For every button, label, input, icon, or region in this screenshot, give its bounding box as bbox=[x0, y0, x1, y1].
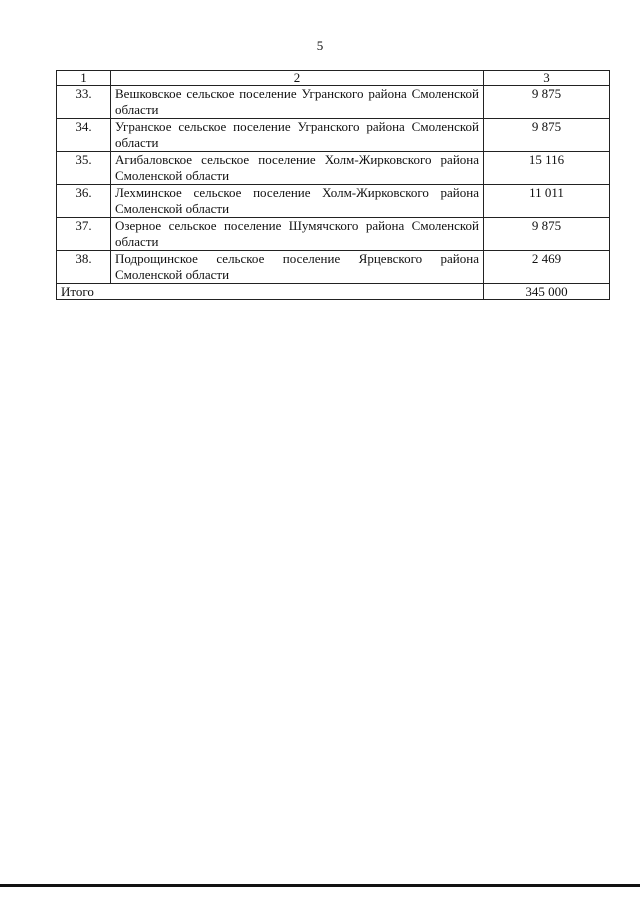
row-number: 36. bbox=[57, 185, 111, 218]
settlement-name: Вешковское сельское поселение Угранского района Смоленской области bbox=[111, 86, 484, 119]
settlement-name: Агибаловское сельское поселение Холм-Жирковского района Смоленской области bbox=[111, 152, 484, 185]
row-number: 33. bbox=[57, 86, 111, 119]
total-label: Итого bbox=[57, 284, 484, 300]
column-header-3: 3 bbox=[484, 71, 610, 86]
row-number: 38. bbox=[57, 251, 111, 284]
amount-cell: 9 875 bbox=[484, 119, 610, 152]
total-amount: 345 000 bbox=[484, 284, 610, 300]
row-number: 35. bbox=[57, 152, 111, 185]
settlement-name: Озерное сельское поселение Шумячского района Смоленской области bbox=[111, 218, 484, 251]
table-row bbox=[57, 218, 610, 251]
amount-cell: 9 875 bbox=[484, 218, 610, 251]
allocation-table bbox=[56, 70, 610, 300]
settlement-name: Лехминское сельское поселение Холм-Жирковского района Смоленской области bbox=[111, 185, 484, 218]
table-row bbox=[57, 251, 610, 284]
page-number: 5 bbox=[316, 38, 324, 53]
column-header-1: 1 bbox=[57, 71, 111, 86]
amount-cell: 9 875 bbox=[484, 86, 610, 119]
row-number: 34. bbox=[57, 119, 111, 152]
table-row bbox=[57, 86, 610, 119]
settlement-name: Подрощинское сельское поселение Ярцевского района Смоленской области bbox=[111, 251, 484, 284]
footer-rule bbox=[0, 884, 640, 887]
table-row bbox=[57, 185, 610, 218]
total-row bbox=[57, 284, 610, 300]
table-row bbox=[57, 152, 610, 185]
column-header-2: 2 bbox=[111, 71, 484, 86]
amount-cell: 11 011 bbox=[484, 185, 610, 218]
settlement-name: Угранское сельское поселение Угранского района Смоленской области bbox=[111, 119, 484, 152]
amount-cell: 15 116 bbox=[484, 152, 610, 185]
table-header-row bbox=[57, 71, 610, 86]
amount-cell: 2 469 bbox=[484, 251, 610, 284]
table-row bbox=[57, 119, 610, 152]
row-number: 37. bbox=[57, 218, 111, 251]
